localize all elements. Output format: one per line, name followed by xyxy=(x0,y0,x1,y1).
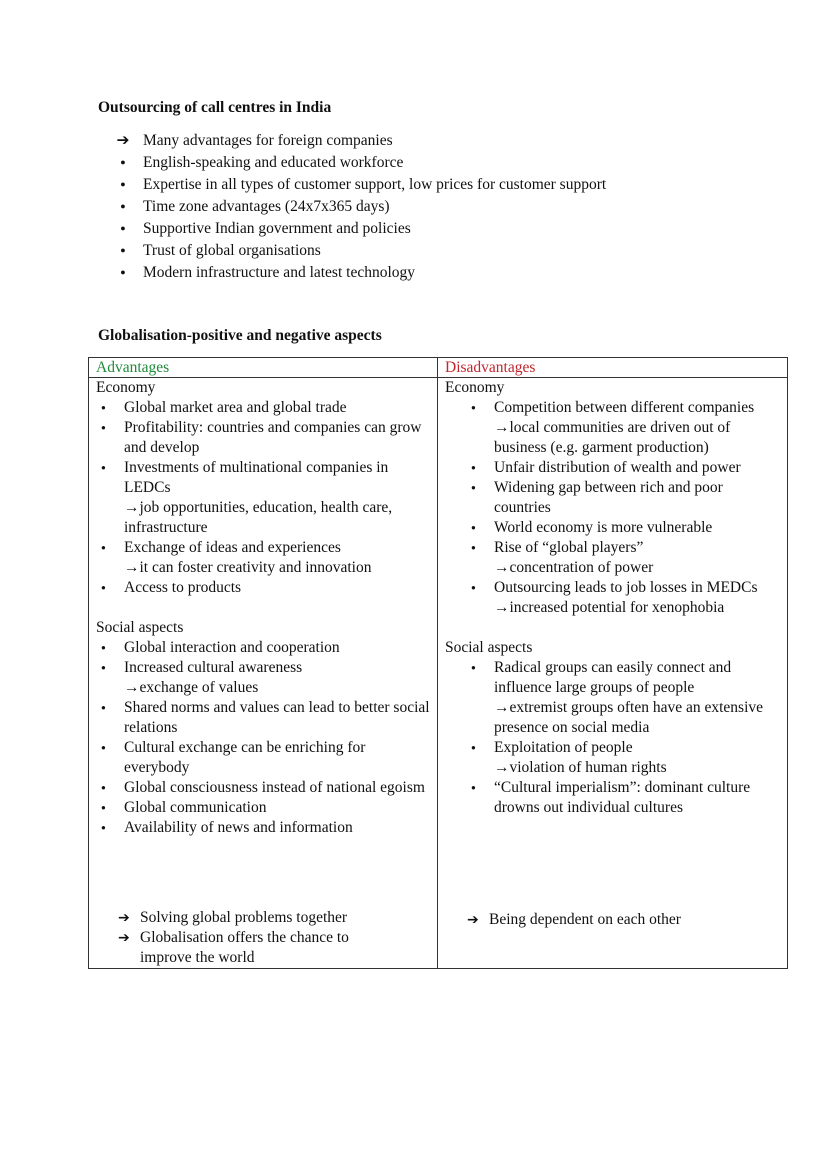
comparison-table xyxy=(88,357,788,969)
list-item: ● Trust of global organisations xyxy=(114,240,606,262)
bullet-icon xyxy=(114,152,132,175)
list-item: ● Global communication xyxy=(96,798,431,818)
list-item: ● English-speaking and educated workforce xyxy=(114,152,606,174)
list-item: ● Availability of news and information xyxy=(96,818,431,838)
list-item: ● Cultural exchange can be enriching for everybody xyxy=(96,738,431,778)
consequence-note: → it can foster creativity and innovation xyxy=(124,558,431,578)
arrow-icon: ➔ xyxy=(116,132,130,149)
list-item: ● Profitability: countries and companies can grow and develop xyxy=(96,418,431,458)
economy-label: Economy xyxy=(445,379,505,396)
list-item: ● Global interaction and cooperation xyxy=(96,638,431,658)
outsourcing-list xyxy=(114,130,606,284)
list-item: ● Rise of “global players” → concentration of power xyxy=(466,538,781,578)
list-item: ● “Cultural imperialism”: dominant culture drowns out individual cultures xyxy=(466,778,781,818)
bullet-icon xyxy=(114,218,132,241)
list-item: ➔ Many advantages for foreign companies xyxy=(114,130,606,152)
consequence-note: → extremist groups often have an extensive presence on social media xyxy=(494,698,781,738)
section-title-outsourcing: Outsourcing of call centres in India xyxy=(98,99,332,116)
disadvantages-economy-list xyxy=(445,398,781,618)
list-item: ● Global consciousness instead of national egoism xyxy=(96,778,431,798)
list-item: ● Investments of multinational companies in LEDCs → job opportunities, education, health care, infrastructure xyxy=(96,458,431,538)
disadvantages-conclusion: ➔ Being dependent on each other xyxy=(467,910,681,930)
list-item: ● World economy is more vulnerable xyxy=(466,518,781,538)
bullet-icon xyxy=(114,240,132,263)
list-item: ● Shared norms and values can lead to better social relations xyxy=(96,698,431,738)
list-item: ● Expertise in all types of customer support, low prices for customer support xyxy=(114,174,606,196)
advantages-conclusions xyxy=(116,908,400,968)
disadvantages-header: Disadvantages xyxy=(438,358,788,378)
consequence-note: → increased potential for xenophobia xyxy=(494,598,781,618)
list-item: ● Modern infrastructure and latest technology xyxy=(114,262,606,284)
advantages-social-list xyxy=(96,638,431,838)
advantages-header: Advantages xyxy=(89,358,438,378)
list-item: ● Time zone advantages (24x7x365 days) xyxy=(114,196,606,218)
conclusion-item: ➔ Solving global problems together xyxy=(116,908,400,928)
advantages-column xyxy=(89,378,438,969)
list-item: ● Outsourcing leads to job losses in MEDCs → increased potential for xenophobia xyxy=(466,578,781,618)
list-item: ● Competition between different companies → local communities are driven out of business (e.g. garment production) xyxy=(466,398,781,458)
consequence-note: → concentration of power xyxy=(494,558,781,578)
list-item: ● Exchange of ideas and experiences → it can foster creativity and innovation xyxy=(96,538,431,578)
bullet-icon xyxy=(114,196,132,219)
list-item: ● Exploitation of people → violation of human rights xyxy=(466,738,781,778)
list-item: ● Access to products xyxy=(96,578,431,598)
section-title-globalisation: Globalisation-positive and negative aspects xyxy=(98,327,382,344)
bullet-icon xyxy=(114,174,132,197)
list-item: ● Unfair distribution of wealth and power xyxy=(466,458,781,478)
list-item: ● Radical groups can easily connect and influence large groups of people → extremist groups often have an extensive presence on social media xyxy=(466,658,781,738)
consequence-note: → exchange of values xyxy=(124,678,431,698)
disadvantages-social-list xyxy=(445,658,781,818)
list-item: ● Global market area and global trade xyxy=(96,398,431,418)
economy-label: Economy xyxy=(96,379,156,396)
consequence-note: → job opportunities, education, health care, infrastructure xyxy=(124,498,431,538)
disadvantages-column xyxy=(438,378,788,969)
list-item: ● Widening gap between rich and poor countries xyxy=(466,478,781,518)
consequence-note: → violation of human rights xyxy=(494,758,781,778)
list-item: ● Increased cultural awareness → exchange of values xyxy=(96,658,431,698)
conclusion-item: ➔ Globalisation offers the chance to improve the world xyxy=(116,928,400,968)
social-aspects-label: Social aspects xyxy=(96,619,184,636)
social-aspects-label: Social aspects xyxy=(445,639,533,656)
consequence-note: → local communities are driven out of business (e.g. garment production) xyxy=(494,418,781,458)
list-item: ● Supportive Indian government and policies xyxy=(114,218,606,240)
bullet-icon xyxy=(114,262,132,285)
advantages-economy-list xyxy=(96,398,431,598)
